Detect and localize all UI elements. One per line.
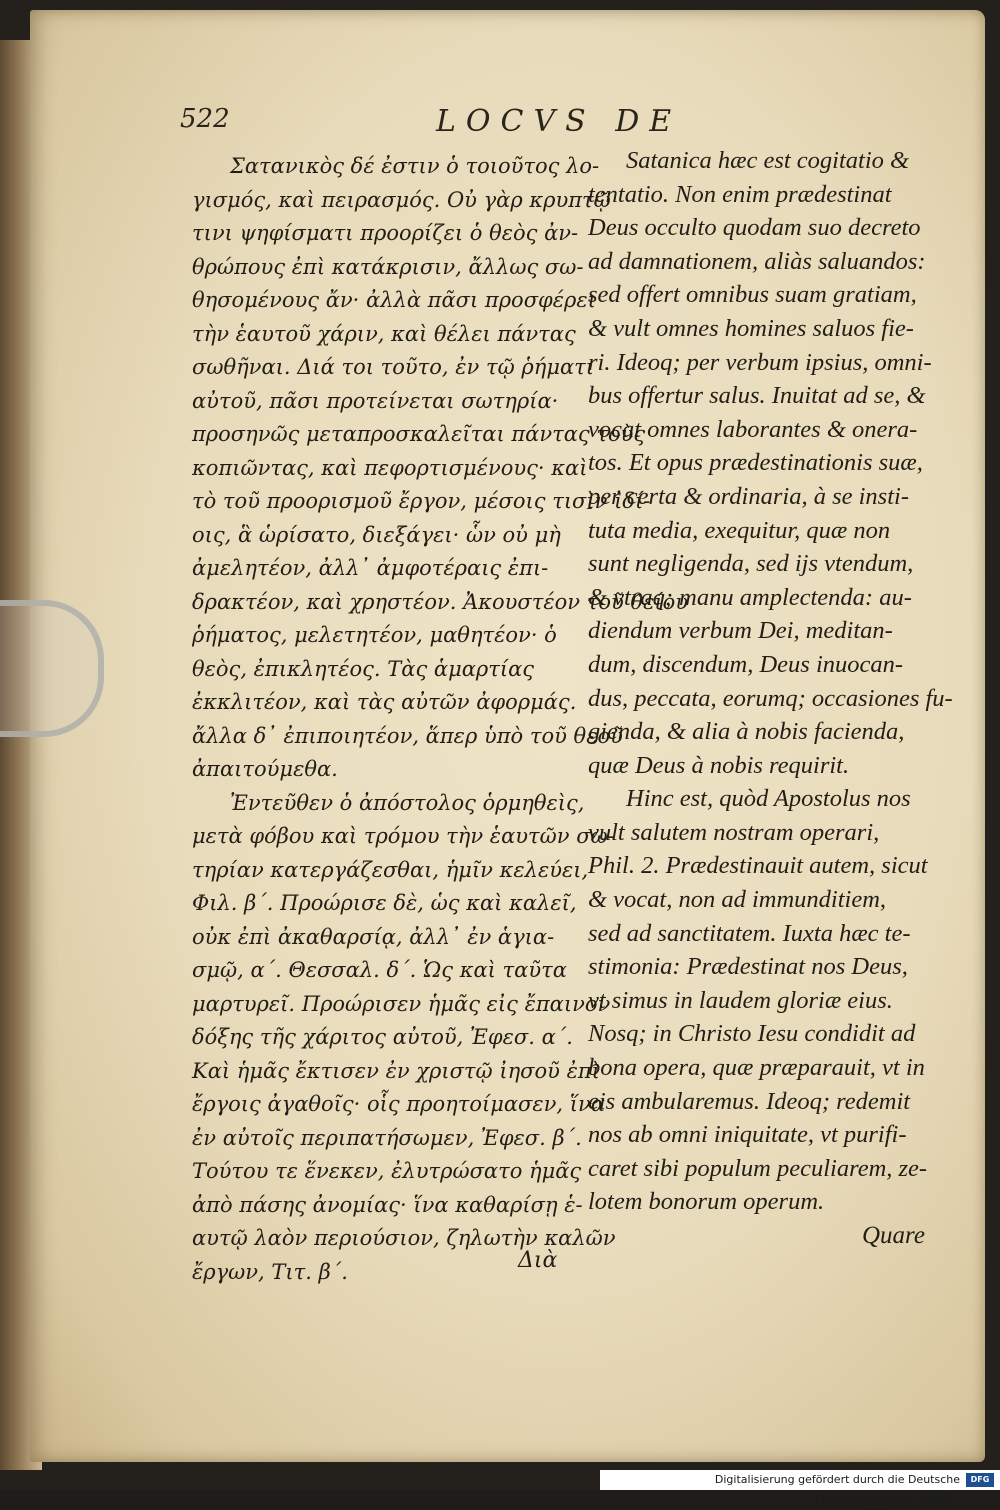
page-clip — [0, 600, 104, 737]
text-line: eis ambularemus. Ideoq; redemit — [588, 1087, 911, 1115]
page-number: 522 — [180, 104, 230, 134]
text-line: sunt negligenda, sed ijs vtendum, — [588, 550, 914, 578]
text-line: & vult omnes homines saluos fie- — [588, 314, 914, 342]
text-line: ἔργοις ἀγαθοῖς· οἷς προητοίμασεν, ἵνα — [192, 1092, 605, 1116]
text-line: ad damnationem, aliàs saluandos: — [588, 247, 926, 275]
text-line: οις, ἃ ὡρίσατο, διεξάγει· ὧν οὐ μὴ — [192, 522, 561, 547]
text-line: θησομένους ἄν· ἀλλὰ πᾶσι προσφέρει — [192, 288, 596, 312]
text-line: caret sibi populum peculiarem, ze- — [588, 1154, 928, 1182]
text-line: nos ab omni iniquitate, vt purifi- — [588, 1121, 907, 1149]
text-line: gienda, & alia à nobis facienda, — [588, 718, 905, 746]
text-line: οὐκ ἐπὶ ἀκαθαρσίᾳ, ἀλλ᾽ ἐν ἁγια- — [192, 924, 555, 949]
text-line: Σατανικὸς δέ ἐστιν ὁ τοιοῦτος λο- — [230, 154, 600, 178]
text-line: θεὸς, ἐπικλητέος. Τὰς ἁμαρτίας — [192, 656, 535, 681]
text-line: tos. Et opus prædestinationis suæ, — [588, 449, 923, 477]
text-line: Ἐντεῦθεν ὁ ἀπόστολος ὁρμηθεὶς, — [230, 790, 585, 815]
catchword-latin: Quare — [862, 1222, 925, 1249]
text-line: tentatio. Non enim prædestinat — [588, 180, 892, 208]
text-line: & vocat, non ad immunditiem, — [588, 886, 887, 914]
text-line: Τούτου τε ἕνεκεν, ἐλυτρώσατο ἡμᾶς — [192, 1159, 582, 1183]
text-line: Nosq; in Christo Iesu condidit ad — [588, 1020, 916, 1048]
text-line: Phil. 2. Prædestinauit autem, sicut — [588, 852, 928, 880]
text-line: vt simus in laudem gloriæ eius. — [588, 986, 893, 1014]
text-line: lotem bonorum operum. — [588, 1188, 825, 1216]
text-line: bona opera, quæ præparauit, vt in — [588, 1054, 925, 1082]
text-line: diendum verbum Dei, meditan- — [588, 617, 893, 645]
text-line: vocat omnes laborantes & onera- — [588, 415, 918, 443]
text-line: ἐν αὐτοῖς περιπατήσωμεν, Ἐφεσ. β΄. — [192, 1125, 582, 1150]
text-line: tuta media, exequitur, quæ non — [588, 516, 891, 544]
text-line: αὐτοῦ, πᾶσι προτείνεται σωτηρία· — [192, 388, 559, 413]
text-line: θρώπους ἐπὶ κατάκρισιν, ἄλλως σω- — [192, 254, 584, 279]
text-line: ἀμελητέον, ἀλλ᾽ ἀμφοτέραις ἐπι- — [192, 556, 549, 580]
text-line: τὸ τοῦ προορισμοῦ ἔργον, μέσοις τισὶν ἰδί- — [192, 489, 651, 513]
text-line: Hinc est, quòd Apostolus nos — [626, 785, 911, 813]
text-line: τινι ψηφίσματι προορίζει ὁ θεὸς ἀν- — [192, 221, 579, 245]
text-line: ri. Ideoq; per verbum ipsius, omni- — [588, 348, 932, 376]
text-line: Deus occulto quodam suo decreto — [588, 214, 921, 242]
catchword-greek: Διὰ — [518, 1248, 558, 1273]
digitization-credit-bar — [600, 1470, 1000, 1506]
text-line: αυτῷ λαὸν περιούσιον, ζηλωτὴν καλῶν — [192, 1226, 616, 1250]
text-line: ἄλλα δ᾽ ἐπιποιητέον, ἅπερ ὑπὸ τοῦ θεοῦ — [192, 723, 623, 748]
text-line: ἀπὸ πάσης ἀνομίας· ἵνα καθαρίσῃ ἑ- — [192, 1192, 583, 1217]
running-title: LOCVS DE — [436, 104, 682, 139]
text-line: per certa & ordinaria, à se insti- — [588, 482, 909, 510]
text-line: σμῷ, α΄. Θεσσαλ. δ΄. Ὡς καὶ ταῦτα — [192, 958, 567, 982]
text-line: quæ Deus à nobis requirit. — [588, 751, 850, 779]
text-line: ἐκκλιτέον, καὶ τὰς αὐτῶν ἀφορμάς. — [192, 690, 577, 714]
text-line: sed offert omnibus suam gratiam, — [588, 281, 917, 309]
text-line: γισμός, καὶ πειρασμός. Οὐ γὰρ κρυπτῷ — [192, 187, 611, 212]
text-line: τὴν ἑαυτοῦ χάριν, καὶ θέλει πάντας — [192, 321, 576, 346]
text-line: δρακτέον, καὶ χρηστέον. Ἀκουστέον τοῦ θείου — [192, 589, 688, 614]
text-line: Φιλ. β΄. Προώρισε δὲ, ὡς καὶ καλεῖ, — [192, 891, 577, 915]
text-line: δόξης τῆς χάριτος αὐτοῦ, Ἐφεσ. α΄. — [192, 1025, 573, 1049]
text-line: ἔργων, Τιτ. β΄. — [192, 1259, 348, 1284]
greek-text-column — [192, 150, 688, 1289]
text-line: ῥήματος, μελετητέον, μαθητέον· ὁ — [192, 623, 557, 647]
dfg-logo: DFG — [966, 1473, 994, 1487]
text-line: προσηνῶς μεταπροσκαλεῖται πάντας τοὺς — [192, 422, 646, 446]
text-line: bus offertur salus. Inuitat ad se, & — [588, 382, 926, 410]
text-line: ἀπαιτούμεθα. — [192, 757, 338, 781]
text-line: vult salutem nostram operari, — [588, 818, 880, 846]
text-line: μαρτυρεῖ. Προώρισεν ἡμᾶς εἰς ἔπαινον — [192, 991, 611, 1016]
text-line: σωθῆναι. Διά τοι τοῦτο, ἐν τῷ ῥήματι — [192, 355, 595, 379]
text-line: τηρίαν κατεργάζεσθαι, ἡμῖν κελεύει, — [192, 857, 589, 882]
text-line: μετὰ φόβου καὶ τρόμου τὴν ἑαυτῶν σω- — [192, 824, 615, 848]
text-line: dus, peccata, eorumq; occasiones fu- — [588, 684, 953, 712]
text-line: stimonia: Prædestinat nos Deus, — [588, 953, 908, 981]
text-line: dum, discendum, Deus inuocan- — [588, 650, 904, 678]
latin-text-column — [588, 144, 953, 1219]
page-header — [0, 104, 1000, 144]
credit-text: Digitalisierung gefördert durch die Deutsche Forschungsgemeinschaft · — [714, 1473, 960, 1506]
text-line: sed ad sanctitatem. Iuxta hæc te- — [588, 919, 911, 947]
text-line: Καὶ ἡμᾶς ἔκτισεν ἐν χριστῷ ἰησοῦ ἐπὶ — [192, 1058, 600, 1083]
text-line: & vtraq; manu amplectenda: au- — [588, 583, 912, 611]
text-line: κοπιῶντας, καὶ πεφορτισμένους· καὶ — [192, 455, 588, 480]
text-line: Satanica hæc est cogitatio & — [626, 147, 910, 174]
